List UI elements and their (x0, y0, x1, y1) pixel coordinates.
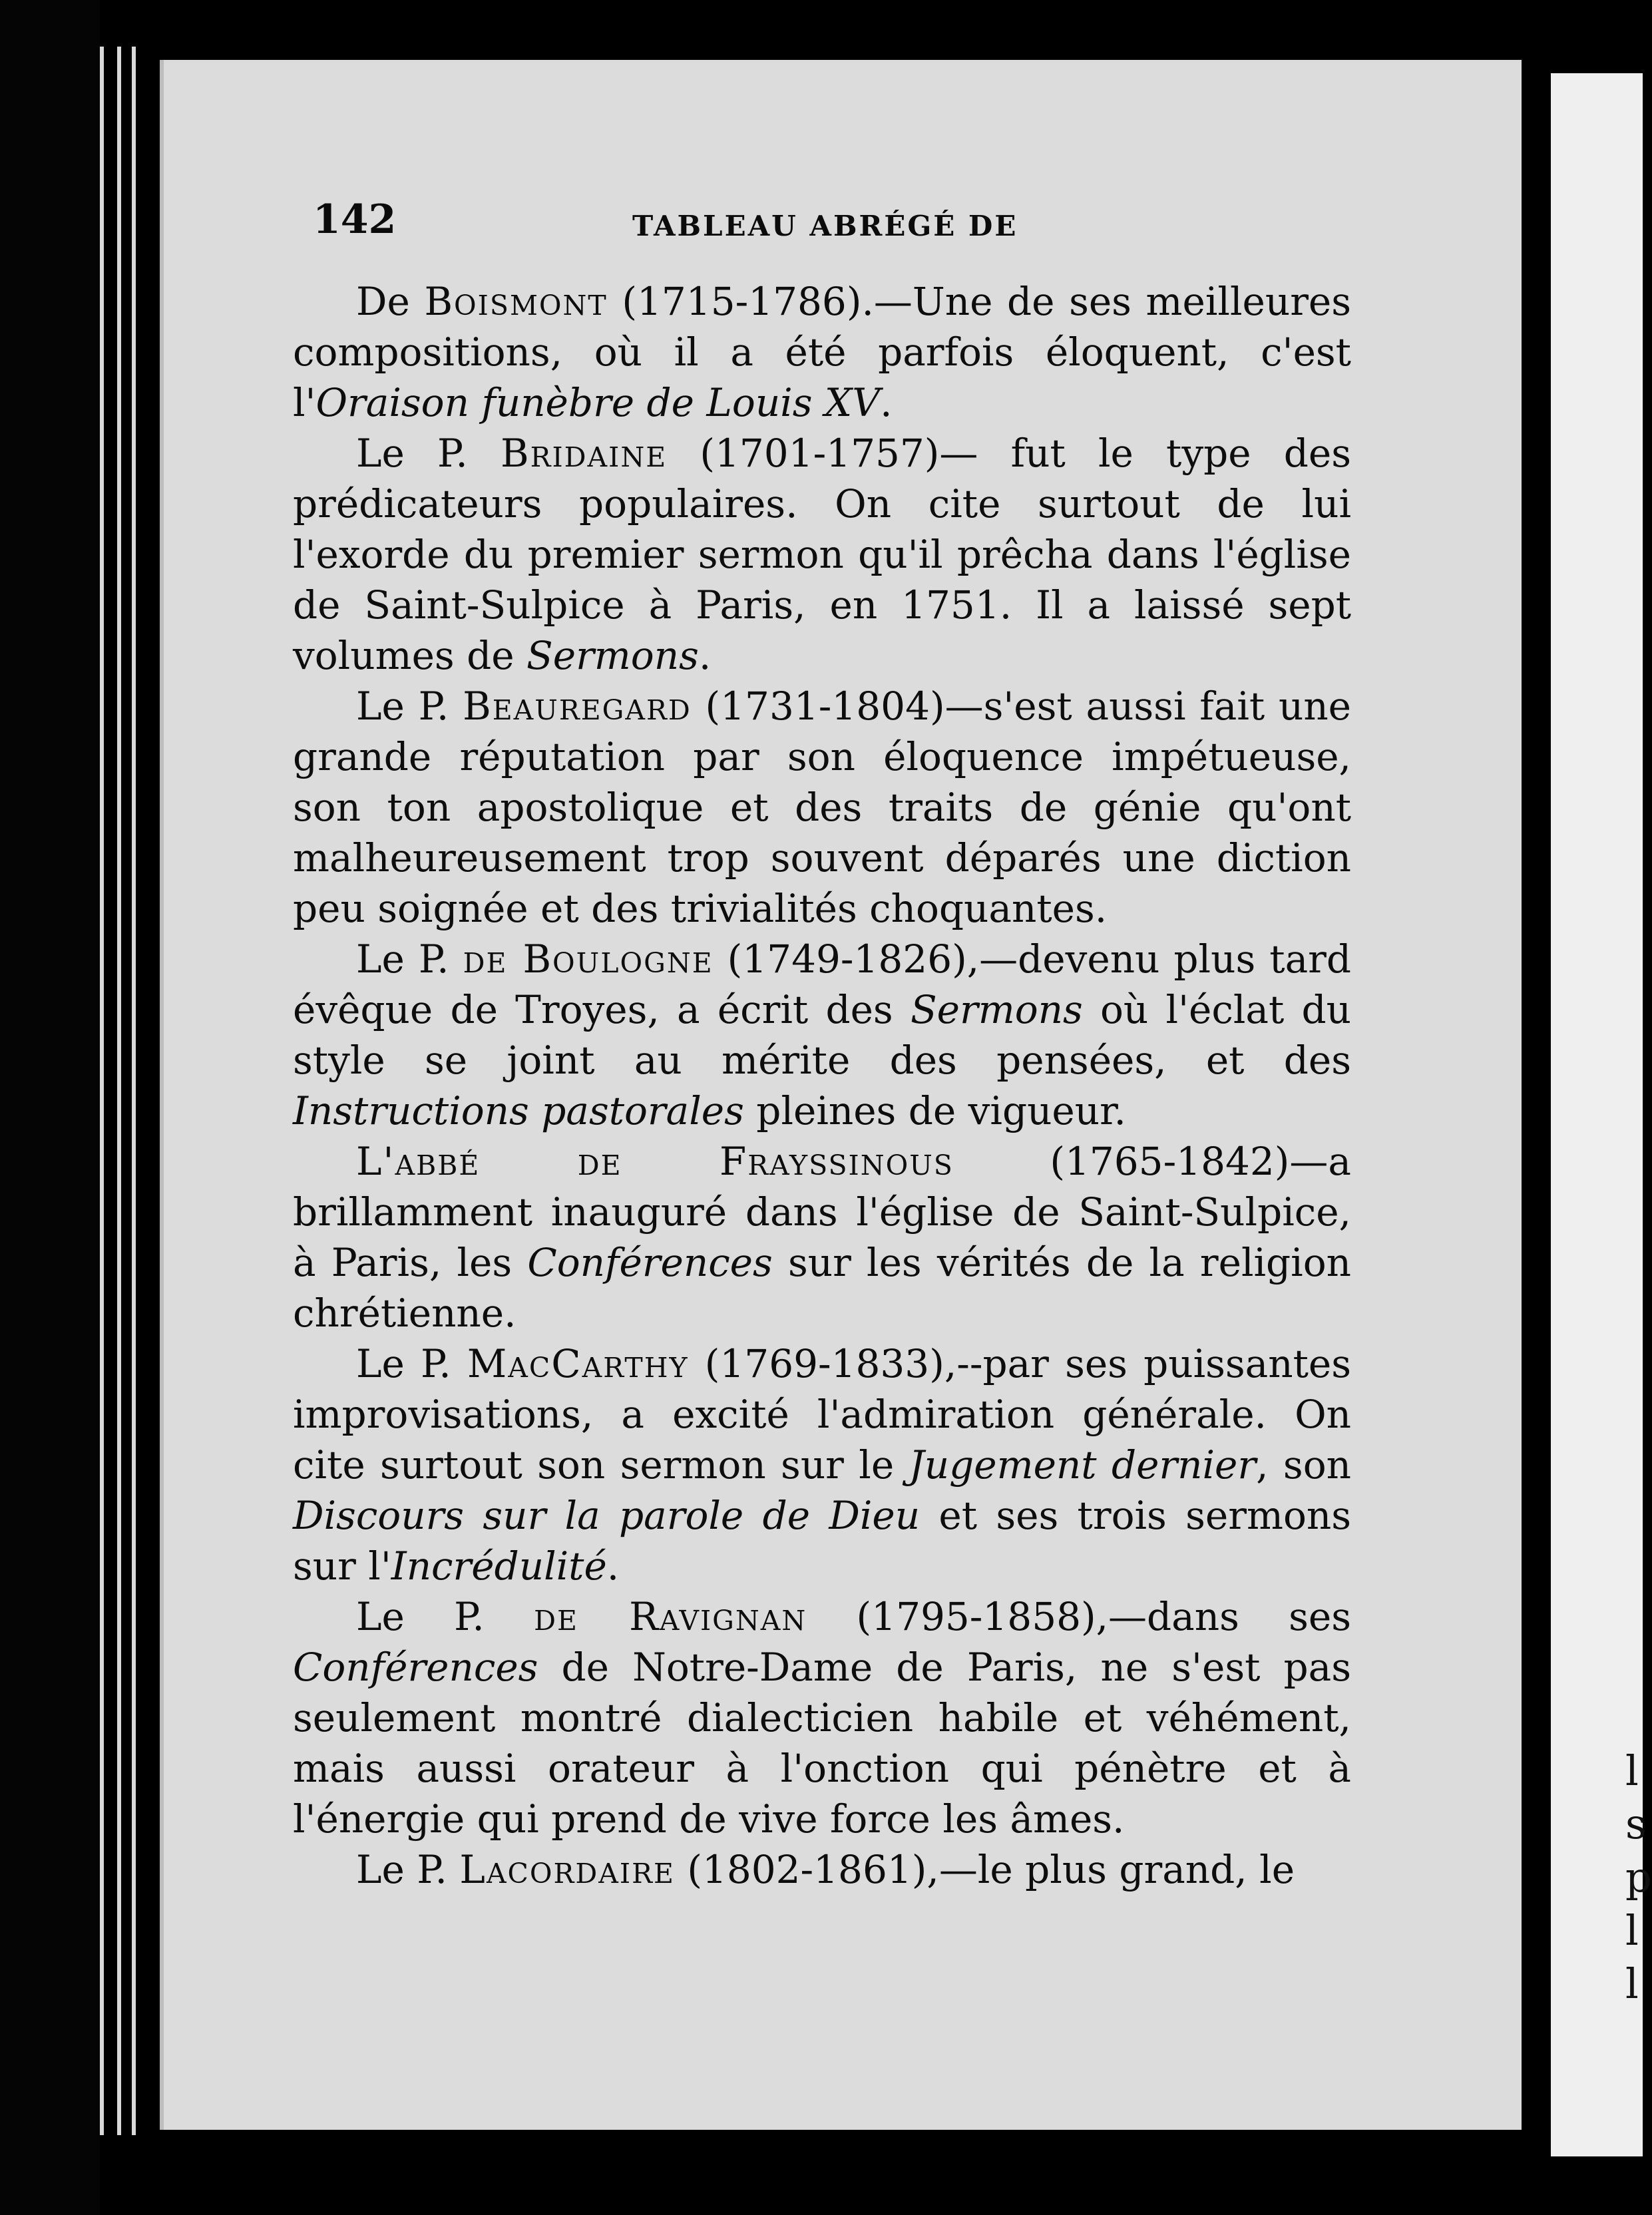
paragraph-maccarthy (293, 1338, 1351, 1591)
author-name: Bridaine (500, 431, 668, 476)
work-title: Instructions pastorales (293, 1088, 744, 1133)
text: où l'éclat du style se joint au mérite des pensées, et des (293, 987, 1351, 1083)
paragraph-lacordaire (293, 1844, 1351, 1895)
binding-rule (100, 47, 104, 2135)
next-page-fragment: p (1625, 1853, 1652, 1902)
text: pleines de vigueur. (743, 1088, 1126, 1133)
text: , son (1256, 1442, 1351, 1488)
text: . (606, 1543, 620, 1589)
author-name: L'abbé de Frayssinous (356, 1139, 954, 1184)
paragraph-beauregard (293, 681, 1351, 934)
text: . (698, 633, 712, 678)
work-title: Sermons (910, 987, 1083, 1032)
paragraph-frayssinous (293, 1136, 1351, 1338)
author-name: Boismont (424, 279, 608, 324)
text: (1731-1804)—s'est aussi fait une grande réputation par son éloquence impétueuse, son ton apostolique et des traits de génie qu'ont malheureusement trop souvent déparés une diction peu soignée et des trivialités choquantes. (293, 684, 1352, 931)
work-title: Incrédulité (391, 1543, 607, 1589)
next-page-fragment: s (1625, 1800, 1647, 1848)
binding-rule (132, 47, 136, 2135)
author-name: Beauregard (463, 684, 692, 729)
author-name: Lacordaire (459, 1847, 675, 1892)
paragraph-ravignan (293, 1591, 1351, 1844)
text: Le P. (356, 936, 463, 982)
text: (1701-1757)— fut le type des prédicateurs populaires. On cite surtout de lui l'exorde du premier sermon qu'il prêcha dans l'église de Saint-Sulpice à Paris, en 1751. Il a laissé sept volumes de (293, 431, 1351, 678)
text: (1765-1842)—a brillamment inauguré dans l'église de Saint-Sulpice, à Paris, les (293, 1139, 1351, 1285)
text: De (356, 279, 425, 324)
paragraph-boismont (293, 276, 1351, 428)
author-name: de Boulogne (463, 936, 714, 982)
text: (1769-1833),--par ses puissantes improvisations, a excité l'admiration générale. On cite surtout son sermon sur le (293, 1341, 1352, 1488)
next-page-fragment: l (1625, 1959, 1639, 2008)
next-page-fragment: l (1625, 1746, 1639, 1795)
next-page-fragment: l (1625, 1906, 1639, 1955)
text: (1802-1861),—le plus grand, le (674, 1847, 1295, 1892)
work-title: Oraison funèbre de Louis XV (315, 380, 881, 425)
text: et ses trois sermons sur l' (293, 1493, 1351, 1589)
text: Le P. (356, 684, 463, 729)
text: (1715-1786).—Une de ses meilleures compositions, où il a été parfois éloquent, c'est l' (293, 279, 1352, 425)
page-binding-edge (0, 0, 100, 2215)
text: (1749-1826),—devenu plus tard évêque de Troyes, a écrit des (293, 936, 1351, 1032)
page-number: 142 (313, 196, 397, 243)
adjacent-page-edge (1551, 73, 1652, 2156)
text: sur les vérités de la religion chrétienne. (293, 1240, 1351, 1336)
work-title: Discours sur la parole de Dieu (293, 1493, 921, 1538)
page-header (313, 196, 1344, 250)
work-title: Conférences (527, 1240, 773, 1285)
work-title: Jugement dernier (909, 1442, 1257, 1488)
text: Le P. (356, 1341, 467, 1386)
text: Le P. (356, 431, 501, 476)
work-title: Conférences (293, 1645, 538, 1690)
running-head: TABLEAU ABRÉGÉ DE (632, 210, 1018, 242)
author-name: MacCarthy (467, 1341, 689, 1386)
text: Le P. (356, 1594, 534, 1639)
text: de Notre-Dame de Paris, ne s'est pas seulement montré dialecticien habile et véhément, mais aussi orateur à l'onction qui pénètre et à l'énergie qui prend de vive force les âmes. (293, 1645, 1351, 1842)
author-name: de Ravignan (534, 1594, 807, 1639)
text: . (880, 380, 893, 425)
binding-rule (117, 47, 121, 2135)
paragraph-de-boulogne (293, 934, 1351, 1136)
paragraph-bridaine (293, 428, 1351, 681)
work-title: Sermons (526, 633, 699, 678)
text: (1795-1858),—dans ses (807, 1594, 1352, 1639)
page-body (293, 276, 1351, 1895)
text: Le P. (356, 1847, 460, 1892)
